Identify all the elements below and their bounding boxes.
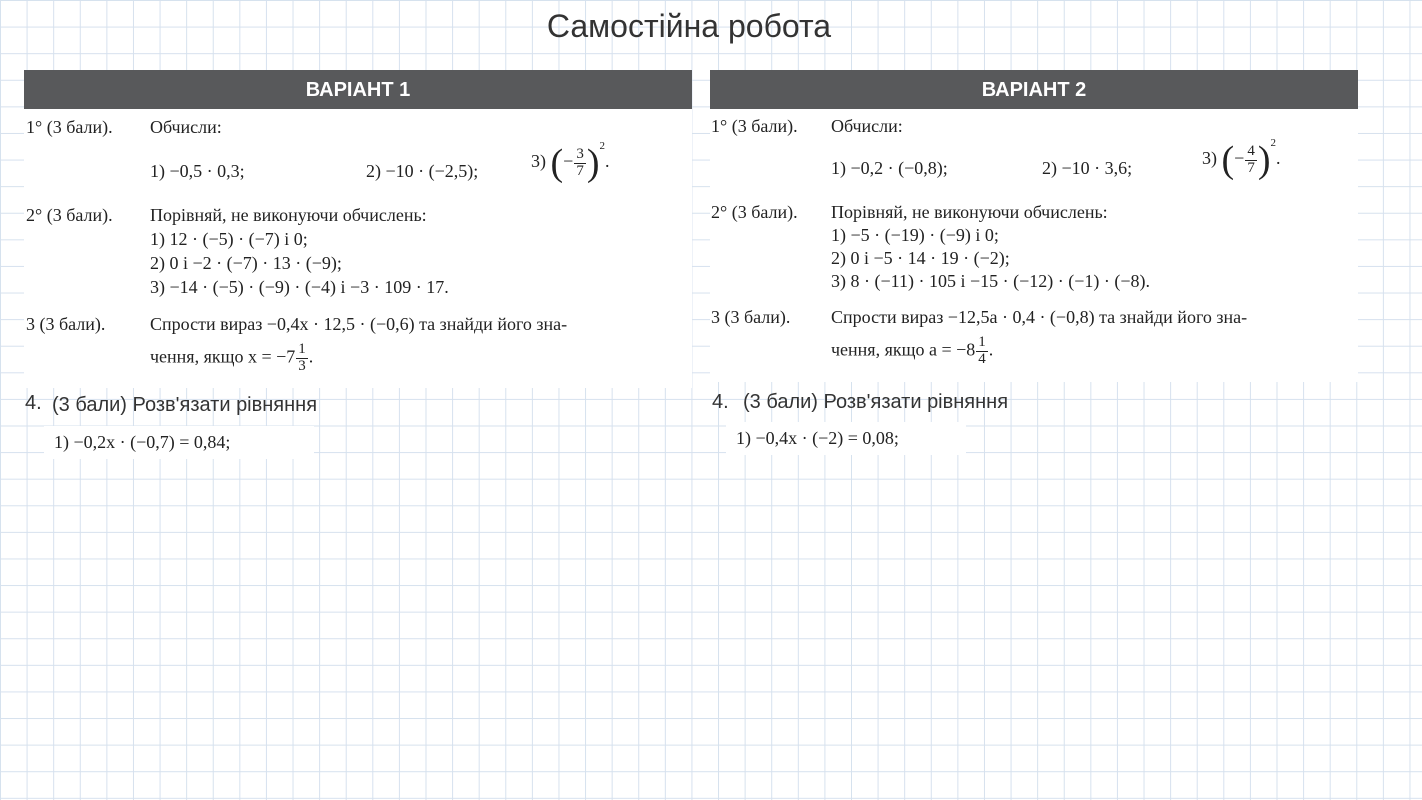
task-2-item-1: 1) 12 · (−5) · (−7) і 0; bbox=[150, 229, 308, 249]
task-1-label: 1° (3 бали). bbox=[711, 116, 798, 136]
task-2-instruction: Порівняй, не виконуючи обчислень: bbox=[831, 202, 1108, 222]
task-1-instruction: Обчисли: bbox=[831, 116, 903, 136]
fraction: $\frac{1}{3}$ bbox=[298, 341, 306, 374]
task-2-item-2: 2) 0 і −2 · (−7) · 13 · (−9); bbox=[150, 253, 342, 273]
variant-2-panel bbox=[710, 70, 1358, 382]
task-1-item-3: 3) (− $\frac{4}{7}$ )$^2$. bbox=[1202, 137, 1281, 181]
task-3-line-1: Спрости вираз −0,4x · 12,5 · (−0,6) та знайди його зна- bbox=[150, 314, 568, 334]
task-3-label: 3 (3 бали). bbox=[26, 314, 106, 334]
task-1-item-1: 1) −0,5 · 0,3; bbox=[150, 161, 245, 181]
task-4-equation: 1) −0,2x · (−0,7) = 0,84; bbox=[44, 426, 314, 459]
task-2-item-1: 1) −5 · (−19) · (−9) і 0; bbox=[831, 225, 999, 245]
fraction: $\frac{1}{4}$ bbox=[978, 334, 986, 367]
task-2-item-3: 3) 8 · (−11) · 105 і −15 · (−12) · (−1) · (−8). bbox=[831, 271, 1151, 291]
task-2-label: 2° (3 бали). bbox=[711, 202, 798, 222]
task-3-line-1: Спрости вираз −12,5a · 0,4 · (−0,8) та знайди його зна- bbox=[831, 307, 1248, 327]
variant-1-panel bbox=[24, 70, 692, 388]
task-3-line-2: чення, якщо x = −7 $\frac{1}{3}$ . bbox=[150, 341, 314, 374]
page-title: Самостійна робота bbox=[546, 8, 832, 44]
task-4-number: 4. bbox=[712, 391, 729, 413]
task-1-item-2: 2) −10 · (−2,5); bbox=[366, 161, 479, 181]
task-3-line-2: чення, якщо a = −8 $\frac{1}{4}$ . bbox=[831, 334, 994, 367]
task-2-label: 2° (3 бали). bbox=[26, 205, 113, 225]
variant-1-header: ВАРІАНТ 1 bbox=[24, 70, 692, 109]
task-1-item-2: 2) −10 · 3,6; bbox=[1042, 158, 1133, 178]
task-1-item-1: 1) −0,2 · (−0,8); bbox=[831, 158, 948, 178]
variant-2-header: ВАРІАНТ 2 bbox=[710, 70, 1358, 109]
task-2-instruction: Порівняй, не виконуючи обчислень: bbox=[150, 205, 427, 225]
task-4-text: (3 бали) Розв'язати рівняння bbox=[743, 391, 1009, 413]
fraction: $\frac{3}{7}$ bbox=[576, 145, 584, 179]
fraction: $\frac{4}{7}$ bbox=[1247, 142, 1255, 176]
task-2-item-2: 2) 0 і −5 · 14 · 19 · (−2); bbox=[831, 248, 1010, 268]
task-4-number: 4. bbox=[25, 392, 42, 414]
task-1-instruction: Обчисли: bbox=[150, 117, 222, 137]
task-4-text: (3 бали) Розв'язати рівняння bbox=[52, 394, 318, 416]
task-1-label: 1° (3 бали). bbox=[26, 117, 113, 137]
task-4-equation: 1) −0,4x · (−2) = 0,08; bbox=[726, 422, 966, 455]
task-3-label: 3 (3 бали). bbox=[711, 307, 791, 327]
task-1-item-3: 3) (− $\frac{3}{7}$ )$^2$. bbox=[531, 140, 610, 184]
task-2-item-3: 3) −14 · (−5) · (−9) · (−4) і −3 · 109 · 17. bbox=[150, 277, 449, 297]
